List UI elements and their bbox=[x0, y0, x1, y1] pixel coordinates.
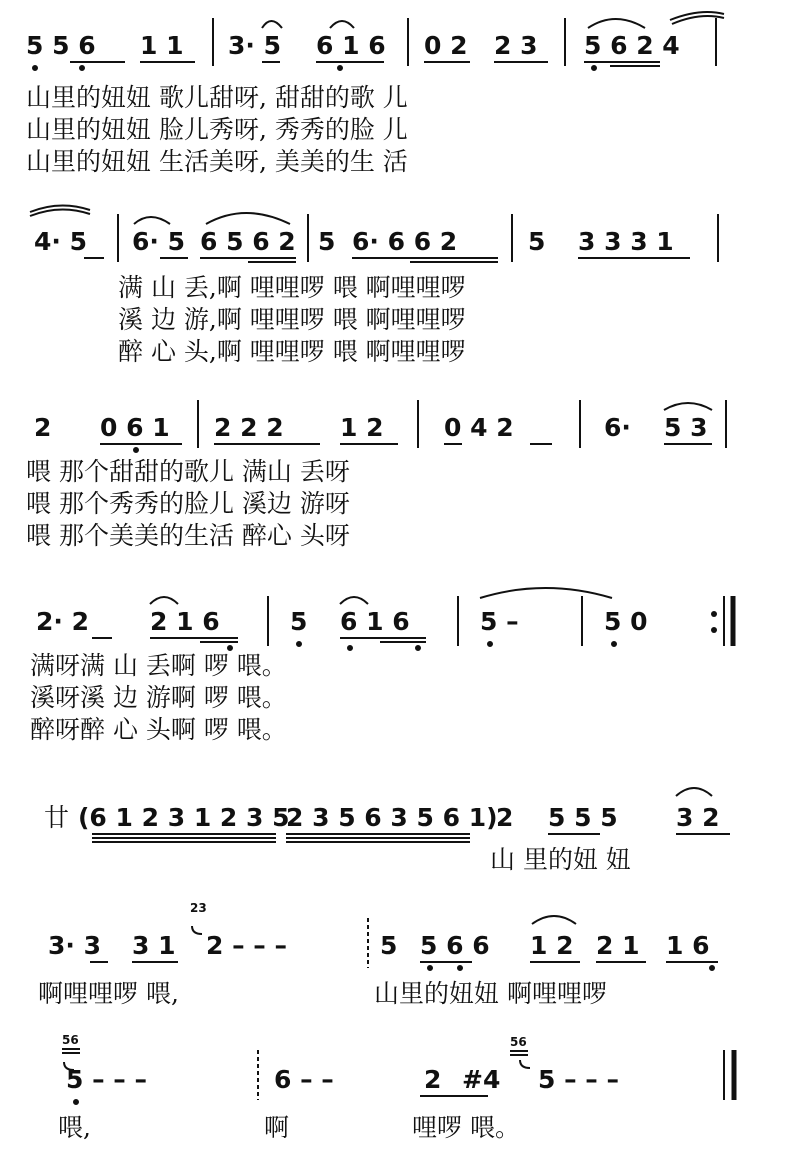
lyric-verse-3: 醉 心 头,啊 哩哩啰 喂 啊哩哩啰 bbox=[118, 337, 466, 366]
system-4 bbox=[30, 588, 733, 744]
lyric-verse-2: 溪 边 游,啊 哩哩啰 喂 啊哩哩啰 bbox=[118, 305, 466, 334]
grace-note: 23 bbox=[190, 901, 207, 915]
note-group: 2 2 2 bbox=[214, 413, 284, 442]
note-group: 2 – – – bbox=[206, 931, 288, 960]
lyric-verse-3: 醉呀醉 心 头啊 啰 喂。 bbox=[30, 715, 287, 744]
note-group: 5 – – – bbox=[538, 1065, 620, 1094]
lyric-lines bbox=[490, 845, 631, 874]
note-group: 2 1 6 bbox=[150, 607, 220, 636]
lyric-lines bbox=[58, 1113, 520, 1142]
note-group: 5 0 bbox=[604, 607, 648, 636]
note-group: 2 bbox=[496, 803, 514, 832]
note-row bbox=[34, 227, 674, 256]
repeat-sign bbox=[711, 611, 717, 633]
lyric-line: 山 里的妞 妞 bbox=[490, 845, 631, 874]
free-tempo-mark: 廿 bbox=[44, 803, 70, 832]
lyric-verse-1: 山里的妞妞 歌儿甜呀, 甜甜的歌 儿 bbox=[26, 83, 408, 112]
note-group: 1 2 bbox=[530, 931, 574, 960]
note-group: 6· 5 bbox=[132, 227, 185, 256]
note-group: 0 2 bbox=[424, 31, 468, 60]
system-3 bbox=[26, 400, 726, 550]
lyric-lines bbox=[26, 457, 350, 550]
note-row bbox=[36, 607, 648, 636]
note-group: 2· 2 bbox=[36, 607, 89, 636]
note-group: 3 2 bbox=[676, 803, 720, 832]
note-group: 3 3 3 1 bbox=[578, 227, 674, 256]
lyric-line: 喂, bbox=[58, 1113, 91, 1142]
system-6 bbox=[38, 901, 718, 1008]
slurs bbox=[150, 588, 612, 604]
note-group: 2 bbox=[424, 1065, 442, 1094]
lyric-verse-3: 山里的妞妞 生活美呀, 美美的生 活 bbox=[26, 147, 408, 176]
note-group: 2 1 bbox=[596, 931, 640, 960]
lyric-line: 啊 bbox=[264, 1113, 290, 1142]
note-group: 5 5 5 bbox=[548, 803, 618, 832]
underlines-and-dots bbox=[100, 444, 712, 452]
note-group: 6 1 6 bbox=[316, 31, 386, 60]
underlines-and-dots bbox=[84, 258, 690, 262]
system-2 bbox=[30, 205, 718, 366]
note-group: 1 1 bbox=[140, 31, 184, 60]
slurs bbox=[262, 12, 724, 28]
system-1 bbox=[26, 12, 724, 176]
lyric-line: 啊哩哩啰 喂, bbox=[38, 979, 179, 1008]
system-5 bbox=[44, 788, 730, 874]
lyric-verse-2: 溪呀溪 边 游啊 啰 喂。 bbox=[30, 683, 287, 712]
note-group: 3· 5 bbox=[228, 31, 281, 60]
lyric-lines bbox=[26, 83, 408, 176]
note-row bbox=[26, 31, 680, 60]
note-group: 1 6 bbox=[666, 931, 710, 960]
note-group: 5 5 6 bbox=[26, 31, 96, 60]
note-group: 0 4 2 bbox=[444, 413, 514, 442]
lyric-verse-3: 喂 那个美美的生活 醉心 头呀 bbox=[26, 521, 350, 550]
grace-note: 56 bbox=[62, 1033, 79, 1047]
note-row bbox=[48, 931, 710, 960]
note-group: 2 3 bbox=[494, 31, 538, 60]
note-group: #4 bbox=[462, 1065, 501, 1094]
slurs bbox=[676, 788, 712, 796]
slurs bbox=[532, 916, 576, 924]
note-group: 5 bbox=[528, 227, 546, 256]
grace-note-hook bbox=[192, 926, 202, 934]
underlines-and-dots bbox=[92, 834, 730, 842]
lyric-line: 山里的妞妞 啊哩哩啰 bbox=[374, 979, 607, 1008]
note-group: 5 3 bbox=[664, 413, 708, 442]
slurs bbox=[664, 403, 712, 410]
note-row bbox=[78, 803, 720, 832]
note-group: 5 bbox=[290, 607, 308, 636]
lyric-verse-2: 山里的妞妞 脸儿秀呀, 秀秀的脸 儿 bbox=[26, 115, 408, 144]
note-group: 6· 6 6 2 bbox=[352, 227, 458, 256]
underlines-and-dots bbox=[92, 638, 616, 650]
note-group: (6 1 2 3 1 2 3 5 bbox=[78, 803, 290, 832]
note-group: 2 bbox=[34, 413, 52, 442]
note-group: 5 6 2 4 bbox=[584, 31, 680, 60]
note-group: 1 2 bbox=[340, 413, 384, 442]
lyric-lines bbox=[30, 651, 287, 744]
note-group: 6· bbox=[604, 413, 631, 442]
note-group: 5 bbox=[380, 931, 398, 960]
slurs bbox=[30, 205, 290, 224]
note-row bbox=[66, 1065, 619, 1094]
lyric-lines bbox=[38, 979, 607, 1008]
note-group: 5 bbox=[318, 227, 336, 256]
note-group: 5 6 6 bbox=[420, 931, 490, 960]
note-group: 6 1 6 bbox=[340, 607, 410, 636]
lyric-line: 哩啰 喂。 bbox=[412, 1113, 520, 1142]
note-group: 6 5 6 2 bbox=[200, 227, 296, 256]
note-group: 3· 3 bbox=[48, 931, 101, 960]
note-group: 6 – – bbox=[274, 1065, 334, 1094]
note-group: 5 – bbox=[480, 607, 519, 636]
note-row bbox=[34, 413, 708, 442]
note-group: 4· 5 bbox=[34, 227, 87, 256]
note-group: 0 6 1 bbox=[100, 413, 170, 442]
lyric-verse-2: 喂 那个秀秀的脸儿 溪边 游呀 bbox=[26, 489, 350, 518]
lyric-verse-1: 喂 那个甜甜的歌儿 满山 丢呀 bbox=[26, 457, 350, 486]
lyric-verse-1: 满呀满 山 丢啊 啰 喂。 bbox=[30, 651, 287, 680]
underlines-and-dots bbox=[74, 1096, 488, 1104]
lyric-lines bbox=[118, 273, 466, 366]
note-group: 3 1 bbox=[132, 931, 176, 960]
grace-note: 56 bbox=[510, 1035, 527, 1049]
lyric-verse-1: 满 山 丢,啊 哩哩啰 喂 啊哩哩啰 bbox=[118, 273, 466, 302]
note-group: 2 3 5 6 3 5 6 1) bbox=[286, 803, 498, 832]
underlines-and-dots bbox=[90, 962, 718, 970]
note-group: 5 – – – bbox=[66, 1065, 148, 1094]
system-7 bbox=[58, 1033, 734, 1142]
